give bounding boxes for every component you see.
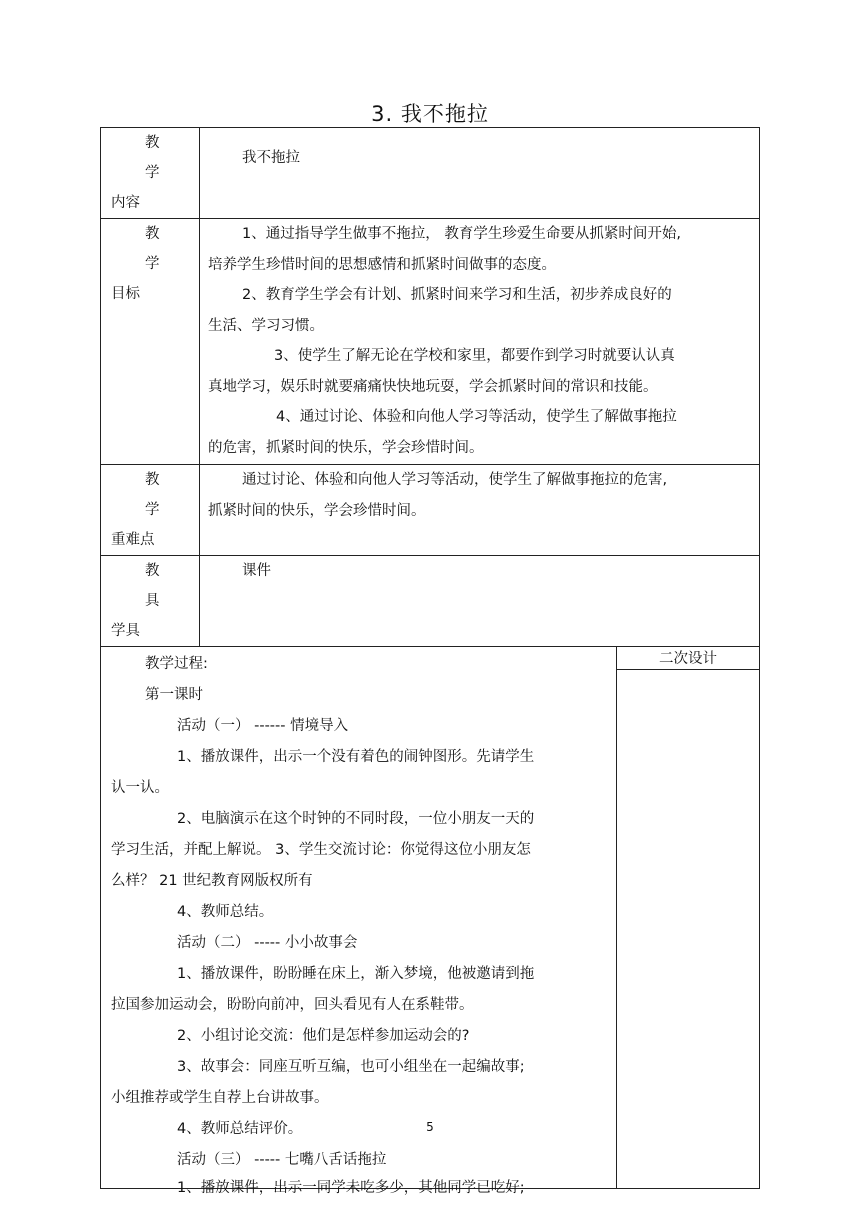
goal-line: 培养学生珍惜时间的思想感情和抓紧时间做事的态度。 [208,256,556,273]
label-bottom: 重难点 [111,532,155,548]
process-line: 1、播放课件，盼盼睡在床上，渐入梦境，他被邀请到拖 [177,966,535,982]
process-line: 活动（三） ----- 七嘴八舌话拖拉 [177,1152,387,1168]
tools-text: 课件 [242,563,271,579]
process-line: 2、小组讨论交流：他们是怎样参加运动会的? [177,1028,470,1044]
label-bottom: 学具 [111,623,140,639]
process-line: 3、故事会：同座互听互编，也可小组坐在一起编故事; [177,1059,525,1075]
key-point-line: 抓紧时间的快乐，学会珍惜时间。 [208,502,426,519]
goals-cell [200,219,760,465]
process-line: 4、教师总结评价。 [177,1121,303,1137]
row-goals [101,219,760,465]
lesson-plan-table [100,127,760,1196]
key-point-line: 通过讨论、体验和向他人学习等活动，使学生了解做事拖拉的危害, [242,472,668,488]
process-line: 2、电脑演示在这个时钟的不同时段，一位小朋友一天的 [177,811,535,827]
process-line: 么样？ 21 世纪教育网版权所有 [111,873,313,889]
content-text: 我不拖拉 [242,150,300,166]
label-top: 教 具 [145,563,176,609]
row-process [101,647,760,1189]
label-bottom: 内容 [111,195,140,211]
second-design-header: 二次设计 [617,647,759,670]
label-top: 教 学 [145,226,176,272]
goal-line: 4、通过讨论、体验和向他人学习等活动，使学生了解做事拖拉 [276,409,677,425]
row-content [101,128,760,219]
label-top: 教 学 [145,135,176,181]
row-key-points [101,465,760,556]
tools-cell [200,556,760,647]
process-line: 学习生活，并配上解说。 3、学生交流讨论：你觉得这位小朋友怎 [111,842,531,858]
process-line: 认一认。 [111,780,169,796]
process-line: 拉国参加运动会，盼盼向前冲，回头看见有人在系鞋带。 [111,997,474,1013]
goal-line: 1、通过指导学生做事不拖拉， 教育学生珍爱生命要从抓紧时间开始, [242,226,681,242]
process-line: 教学过程: [145,656,208,672]
goal-line: 3、使学生了解无论在学校和家里，都要作到学习时就要认认真 [274,348,675,364]
goal-line: 真地学习，娱乐时就要痛痛快快地玩耍，学会抓紧时间的常识和技能。 [208,378,658,395]
process-line: 1、播放课件，出示一个没有着色的闹钟图形。先请学生 [177,749,535,765]
second-design-column [616,647,759,1188]
process-line: 1、播放课件，出示一同学未吃多少，其他同学已吃好; [177,1180,525,1196]
label-cell [101,219,200,465]
process-cell [101,647,760,1196]
goal-line: 2、教育学生学会有计划、抓紧时间来学习和生活，初步养成良好的 [242,287,672,303]
label-cell [101,128,200,219]
label-bottom: 目标 [111,286,140,302]
process-line: 第一课时 [145,687,203,703]
label-top: 教 学 [145,472,176,518]
row-tools [101,556,760,647]
process-line: 小组推荐或学生自荐上台讲故事。 [111,1090,329,1106]
key-points-cell [200,465,760,556]
process-line: 4、教师总结。 [177,904,274,920]
process-line: 活动（一） ------ 情境导入 [177,718,349,734]
goal-line: 生活、学习习惯。 [208,317,324,334]
goal-line: 的危害，抓紧时间的快乐，学会珍惜时间。 [208,439,484,456]
label-cell [101,465,200,556]
document-title: 3. 我不拖拉 [371,102,489,126]
label-cell [101,556,200,647]
page-number: 5 [426,1120,434,1134]
process-line: 活动（二） ----- 小小故事会 [177,935,358,951]
content-cell [200,128,760,219]
